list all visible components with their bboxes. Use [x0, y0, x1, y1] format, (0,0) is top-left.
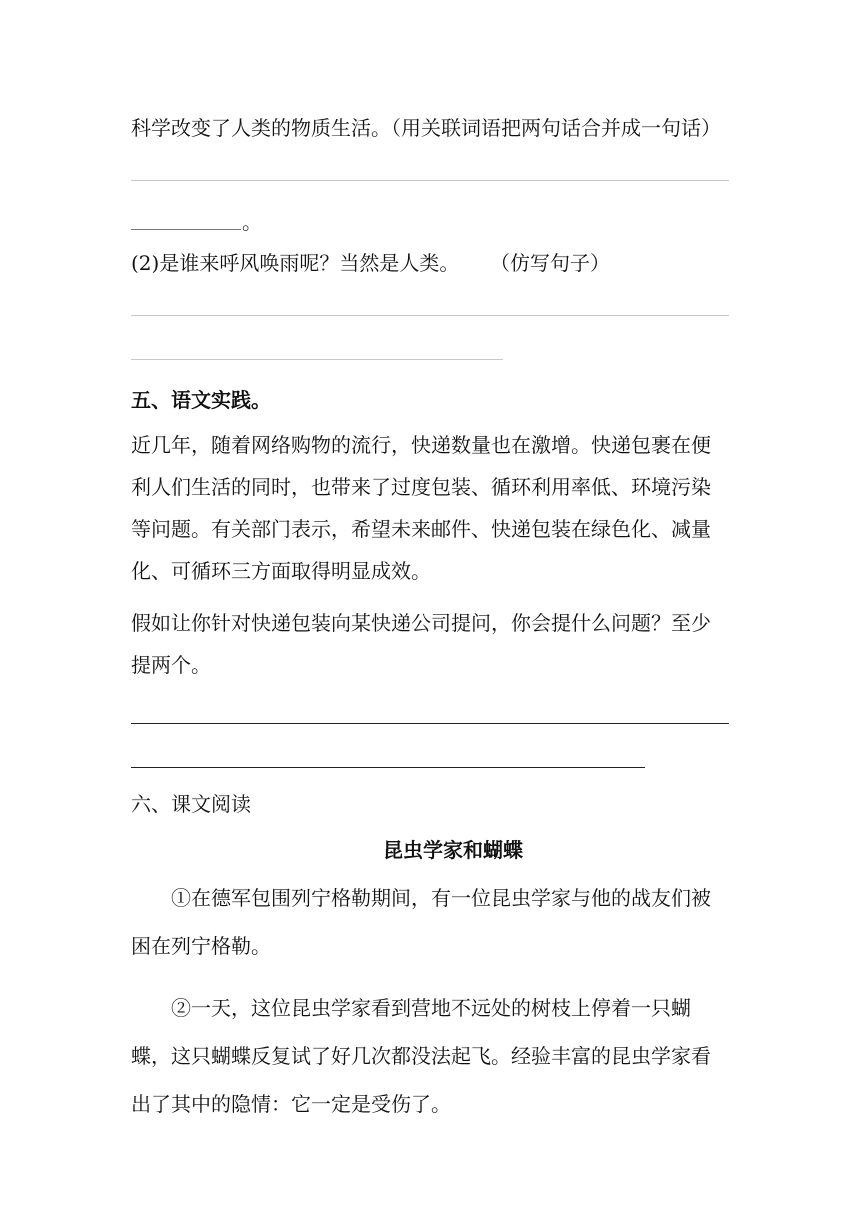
answer-line[interactable] — [131, 359, 503, 360]
reading-paragraph-1: ①在德军包围列宁格勒期间，有一位昆虫学家与他的战友们被困在列宁格勒。 — [131, 886, 711, 958]
answer-blank[interactable] — [131, 229, 241, 230]
question-1-prompt: 科学改变了人类的物质生活。（用关联词语把两句话合并成一句话） — [131, 116, 721, 140]
section-5-heading: 五、语文实践。 — [131, 388, 271, 412]
answer-line[interactable] — [131, 315, 729, 316]
question-2-hint: （仿写句子） — [490, 251, 610, 275]
reading-title: 昆虫学家和蝴蝶 — [383, 838, 523, 862]
section-5-paragraph: 近几年，随着网络购物的流行，快递数量也在激增。快递包裹在便利人们生活的同时，也带来了过度包装、循环利用率低、环境污染等问题。有关部门表示，希望未来邮件、快递包装在绿色化、减量化、可循环三方面取得明显成效。 — [131, 433, 711, 583]
answer-end-mark: 。 — [242, 210, 262, 234]
section-6-heading: 六、课文阅读 — [131, 792, 251, 816]
question-2-prompt: (2)是谁来呼风唤雨呢？当然是人类。 — [131, 251, 460, 275]
answer-line[interactable] — [131, 767, 645, 768]
answer-line[interactable] — [131, 723, 729, 724]
answer-line[interactable] — [131, 180, 729, 181]
section-5-question: 假如让你针对快递包装向某快递公司提问，你会提什么问题？至少提两个。 — [131, 611, 711, 677]
reading-paragraph-2: ②一天，这位昆虫学家看到营地不远处的树枝上停着一只蝴蝶，这只蝴蝶反复试了好几次都没法起飞。经验丰富的昆虫学家看出了其中的隐情：它一定是受伤了。 — [131, 996, 711, 1116]
